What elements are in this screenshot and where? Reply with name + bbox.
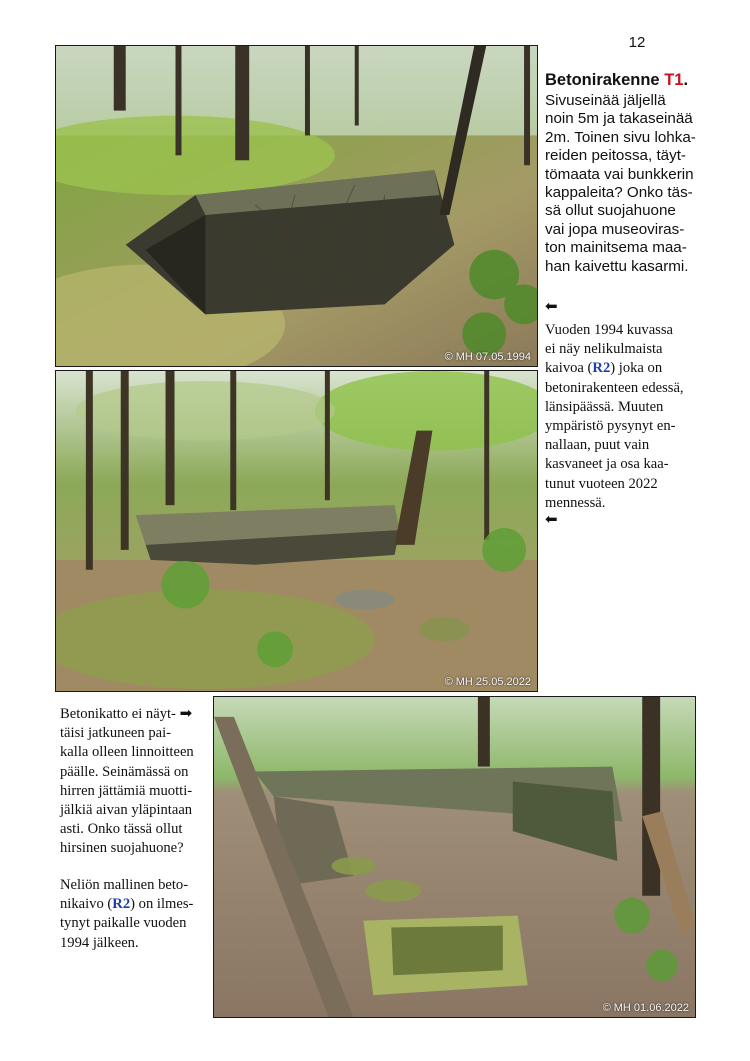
note-line: tynyt paikalle vuoden: [60, 915, 187, 932]
arrow-left-icon: ⬅: [545, 510, 558, 528]
description-line: ton mainitsema maa-: [545, 239, 687, 257]
note-line: hirren jättämiä muotti-: [60, 782, 193, 799]
note-concrete-well: [60, 876, 210, 953]
note-text: kaivoa (: [545, 360, 593, 377]
note-1994-comparison: [545, 321, 740, 513]
photo-2022-concrete-structure: [55, 370, 538, 692]
section-heading: [545, 70, 735, 90]
note-line: betonirakenteen edessä,: [545, 379, 684, 396]
note-line: nallaan, puut vain: [545, 437, 650, 454]
note-line: ei näy nelikulmaista: [545, 341, 663, 358]
note-line: jälkiä aivan yläpintaan: [60, 802, 193, 819]
structure-code: T1: [664, 71, 684, 89]
note-line: Neliön mallinen beto-: [60, 877, 189, 893]
concrete-well-photo: [214, 697, 695, 1017]
note-line: kasvaneet ja osa kaa-: [545, 456, 669, 473]
note-line: hirsinen suojahuone?: [60, 840, 184, 857]
description-line: noin 5m ja takaseinää: [545, 110, 693, 128]
forest-photo-2022: [56, 371, 537, 691]
photo-credit: © MH 25.05.2022: [444, 676, 531, 688]
description-line: han kaivettu kasarmi.: [545, 257, 689, 275]
page-number: 12: [628, 34, 646, 51]
note-line-with-arrow: [60, 705, 210, 724]
note-text: Betonikatto ei näyt-: [60, 706, 176, 722]
heading-prefix: Betonirakenne: [545, 71, 665, 89]
note-line-with-ref: [60, 895, 210, 914]
heading-suffix: .: [683, 71, 689, 89]
note-line: Vuoden 1994 kuvassa: [545, 322, 674, 338]
photo-credit: © MH 01.06.2022: [602, 1002, 689, 1014]
photo-1994-concrete-structure: [55, 45, 538, 367]
note-line: päälle. Seinämässä on: [60, 763, 189, 780]
arrow-right-icon: ➡: [179, 704, 193, 722]
description-line: tömaata vai bunkkerin: [545, 165, 694, 183]
note-line: tunut vuoteen 2022: [545, 475, 658, 492]
description-line: kappaleita? Onko täs-: [545, 184, 693, 202]
note-line-with-ref: [545, 359, 740, 378]
note-line: täisi jatkuneen pai-: [60, 725, 172, 742]
photo-credit: © MH 07.05.1994: [444, 351, 531, 363]
photo-2022-concrete-well: [213, 696, 696, 1018]
forest-photo-1994: [56, 46, 537, 366]
note-line: mennessä.: [545, 494, 606, 511]
note-text: ) on ilmes-: [130, 896, 194, 913]
note-text: ) joka on: [610, 360, 663, 377]
description-line: reiden peitossa, täyt-: [545, 147, 686, 165]
note-line: 1994 jälkeen.: [60, 934, 139, 951]
description-line: sä ollut suojahuone: [545, 202, 676, 220]
note-line: länsipäässä. Muuten: [545, 398, 664, 415]
reference-r2: R2: [592, 360, 611, 377]
arrow-left-icon: ⬅: [545, 297, 558, 315]
note-line: ympäristö pysynyt en-: [545, 418, 676, 435]
reference-r2: R2: [112, 896, 131, 913]
structure-description: [545, 92, 735, 276]
note-text: nikaivo (: [60, 896, 113, 913]
note-line: asti. Onko tässä ollut: [60, 821, 183, 838]
description-line: vai jopa museoviras-: [545, 220, 685, 238]
description-line: Sivuseinää jäljellä: [545, 92, 666, 109]
description-line: 2m. Toinen sivu lohka-: [545, 128, 696, 146]
note-concrete-roof: [60, 705, 210, 859]
note-line: kalla olleen linnoitteen: [60, 744, 194, 761]
